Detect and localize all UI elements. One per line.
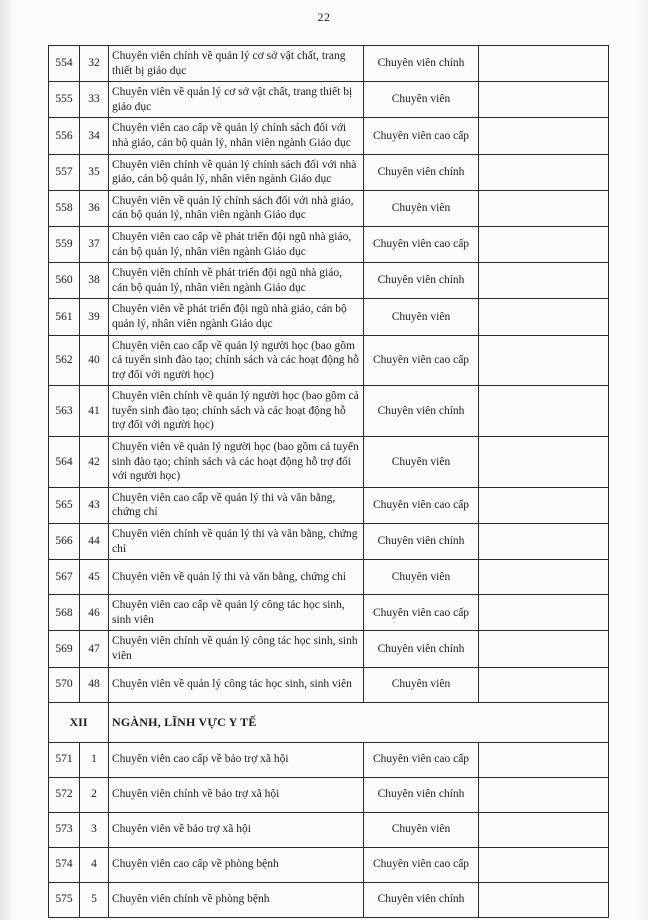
row-number-cell: 567 [49,560,80,595]
row-number-cell: 571 [49,742,80,777]
table-row [49,487,609,523]
empty-cell [479,82,609,118]
table-row [49,812,609,847]
row-number-cell: 557 [49,154,80,190]
empty-cell [479,882,609,917]
empty-cell [479,118,609,154]
table-row [49,299,609,335]
seq-number-cell: 41 [80,386,109,437]
empty-cell [479,190,609,226]
row-number-cell: 554 [49,46,80,82]
empty-cell [479,46,609,82]
rank-cell: Chuyên viên chính [364,154,479,190]
empty-cell [479,777,609,812]
table-row [49,226,609,262]
seq-number-cell: 5 [80,882,109,917]
position-name-cell: Chuyên viên cao cấp về phát triển đội ngũ nhà giáo, cán bộ quản lý, nhân viên ngành Giáo dục [109,226,364,262]
empty-cell [479,524,609,560]
row-number-cell: 558 [49,190,80,226]
seq-number-cell: 32 [80,46,109,82]
row-number-cell: 556 [49,118,80,154]
empty-cell [479,386,609,437]
rank-cell: Chuyên viên [364,812,479,847]
row-number-cell: 559 [49,226,80,262]
scan-edge-artifact-left [0,0,14,920]
seq-number-cell: 34 [80,118,109,154]
seq-number-cell: 3 [80,812,109,847]
position-name-cell: Chuyên viên chính về quản lý công tác học sinh, sinh viên [109,631,364,667]
seq-number-cell: 46 [80,595,109,631]
table-row [49,46,609,82]
row-number-cell: 572 [49,777,80,812]
rank-cell: Chuyên viên chính [364,631,479,667]
empty-cell [479,560,609,595]
table-row [49,263,609,299]
position-name-cell: Chuyên viên về quản lý thi và văn bằng, chứng chỉ [109,560,364,595]
rank-cell: Chuyên viên [364,299,479,335]
empty-cell [479,335,609,386]
position-list-table [48,45,609,918]
table-row [49,595,609,631]
row-number-cell: 563 [49,386,80,437]
seq-number-cell: 48 [80,667,109,702]
table-row [49,82,609,118]
rank-cell: Chuyên viên [364,437,479,488]
table-row [49,118,609,154]
seq-number-cell: 38 [80,263,109,299]
rank-cell: Chuyên viên cao cấp [364,847,479,882]
rank-cell: Chuyên viên [364,667,479,702]
table-row [49,631,609,667]
empty-cell [479,154,609,190]
row-number-cell: 574 [49,847,80,882]
table-row [49,560,609,595]
rank-cell: Chuyên viên chính [364,882,479,917]
rank-cell: Chuyên viên cao cấp [364,118,479,154]
position-name-cell: Chuyên viên chính về quản lý cơ sở vật chất, trang thiết bị giáo dục [109,46,364,82]
seq-number-cell: 37 [80,226,109,262]
seq-number-cell: 39 [80,299,109,335]
seq-number-cell: 35 [80,154,109,190]
position-name-cell: Chuyên viên chính về bảo trợ xã hội [109,777,364,812]
row-number-cell: 570 [49,667,80,702]
section-numeral-cell: XII [49,702,109,742]
scan-edge-artifact-right [638,0,648,920]
rank-cell: Chuyên viên chính [364,386,479,437]
rank-cell: Chuyên viên cao cấp [364,335,479,386]
rank-cell: Chuyên viên chính [364,46,479,82]
rank-cell: Chuyên viên [364,190,479,226]
rank-cell: Chuyên viên cao cấp [364,226,479,262]
row-number-cell: 566 [49,524,80,560]
table-row [49,437,609,488]
empty-cell [479,595,609,631]
position-name-cell: Chuyên viên cao cấp về bảo trợ xã hội [109,742,364,777]
rank-cell: Chuyên viên chính [364,263,479,299]
row-number-cell: 568 [49,595,80,631]
rank-cell: Chuyên viên chính [364,524,479,560]
empty-cell [479,812,609,847]
row-number-cell: 569 [49,631,80,667]
position-name-cell: Chuyên viên về quản lý chính sách đối với nhà giáo, cán bộ quản lý, nhân viên ngành Giáo dục [109,190,364,226]
section-title-cell: NGÀNH, LĨNH VỰC Y TẾ [109,702,609,742]
table-row [49,524,609,560]
seq-number-cell: 43 [80,487,109,523]
table-row [49,154,609,190]
section-header-row [49,702,609,742]
page-number: 22 [317,10,331,24]
position-name-cell: Chuyên viên chính về phát triển đội ngũ nhà giáo, cán bộ quản lý, nhân viên ngành Giáo dục [109,263,364,299]
rank-cell: Chuyên viên cao cấp [364,595,479,631]
empty-cell [479,437,609,488]
rank-cell: Chuyên viên cao cấp [364,487,479,523]
position-name-cell: Chuyên viên cao cấp về quản lý chính sách đối với nhà giáo, cán bộ quản lý, nhân viên ngành Giáo dục [109,118,364,154]
table-row [49,386,609,437]
table-row [49,882,609,917]
position-name-cell: Chuyên viên về quản lý cơ sở vật chất, trang thiết bị giáo dục [109,82,364,118]
table-row [49,190,609,226]
empty-cell [479,631,609,667]
empty-cell [479,263,609,299]
position-name-cell: Chuyên viên cao cấp về quản lý thi và văn bằng, chứng chỉ [109,487,364,523]
empty-cell [479,226,609,262]
table-row [49,777,609,812]
seq-number-cell: 45 [80,560,109,595]
rank-cell: Chuyên viên [364,82,479,118]
table-row [49,667,609,702]
rank-cell: Chuyên viên chính [364,777,479,812]
seq-number-cell: 2 [80,777,109,812]
position-name-cell: Chuyên viên cao cấp về quản lý người học (bao gồm cả tuyển sinh đào tạo; chính sách và các hoạt động hỗ trợ đối với người học) [109,335,364,386]
position-name-cell: Chuyên viên chính về phòng bệnh [109,882,364,917]
table-row [49,847,609,882]
seq-number-cell: 36 [80,190,109,226]
position-name-cell: Chuyên viên chính về quản lý thi và văn bằng, chứng chỉ [109,524,364,560]
row-number-cell: 573 [49,812,80,847]
empty-cell [479,742,609,777]
row-number-cell: 561 [49,299,80,335]
rank-cell: Chuyên viên cao cấp [364,742,479,777]
seq-number-cell: 40 [80,335,109,386]
seq-number-cell: 42 [80,437,109,488]
row-number-cell: 560 [49,263,80,299]
seq-number-cell: 33 [80,82,109,118]
empty-cell [479,299,609,335]
row-number-cell: 555 [49,82,80,118]
position-table-body [49,46,609,918]
seq-number-cell: 4 [80,847,109,882]
row-number-cell: 562 [49,335,80,386]
position-name-cell: Chuyên viên về bảo trợ xã hội [109,812,364,847]
row-number-cell: 575 [49,882,80,917]
row-number-cell: 564 [49,437,80,488]
empty-cell [479,487,609,523]
position-name-cell: Chuyên viên về quản lý người học (bao gồm cả tuyển sinh đào tạo; chính sách và các hoạt động hỗ trợ đối với người học) [109,437,364,488]
empty-cell [479,847,609,882]
seq-number-cell: 1 [80,742,109,777]
position-name-cell: Chuyên viên chính về quản lý chính sách đối với nhà giáo, cán bộ quản lý, nhân viên ngành Giáo dục [109,154,364,190]
position-name-cell: Chuyên viên cao cấp về phòng bệnh [109,847,364,882]
position-name-cell: Chuyên viên về phát triển đội ngũ nhà giáo, cán bộ quản lý, nhân viên ngành Giáo dục [109,299,364,335]
position-name-cell: Chuyên viên về quản lý công tác học sinh, sinh viên [109,667,364,702]
seq-number-cell: 44 [80,524,109,560]
empty-cell [479,667,609,702]
position-name-cell: Chuyên viên cao cấp về quản lý công tác học sinh, sinh viên [109,595,364,631]
row-number-cell: 565 [49,487,80,523]
position-name-cell: Chuyên viên chính về quản lý người học (bao gồm cả tuyển sinh đào tạo; chính sách và các hoạt động hỗ trợ đối với người học) [109,386,364,437]
table-row [49,742,609,777]
table-row [49,335,609,386]
rank-cell: Chuyên viên [364,560,479,595]
seq-number-cell: 47 [80,631,109,667]
